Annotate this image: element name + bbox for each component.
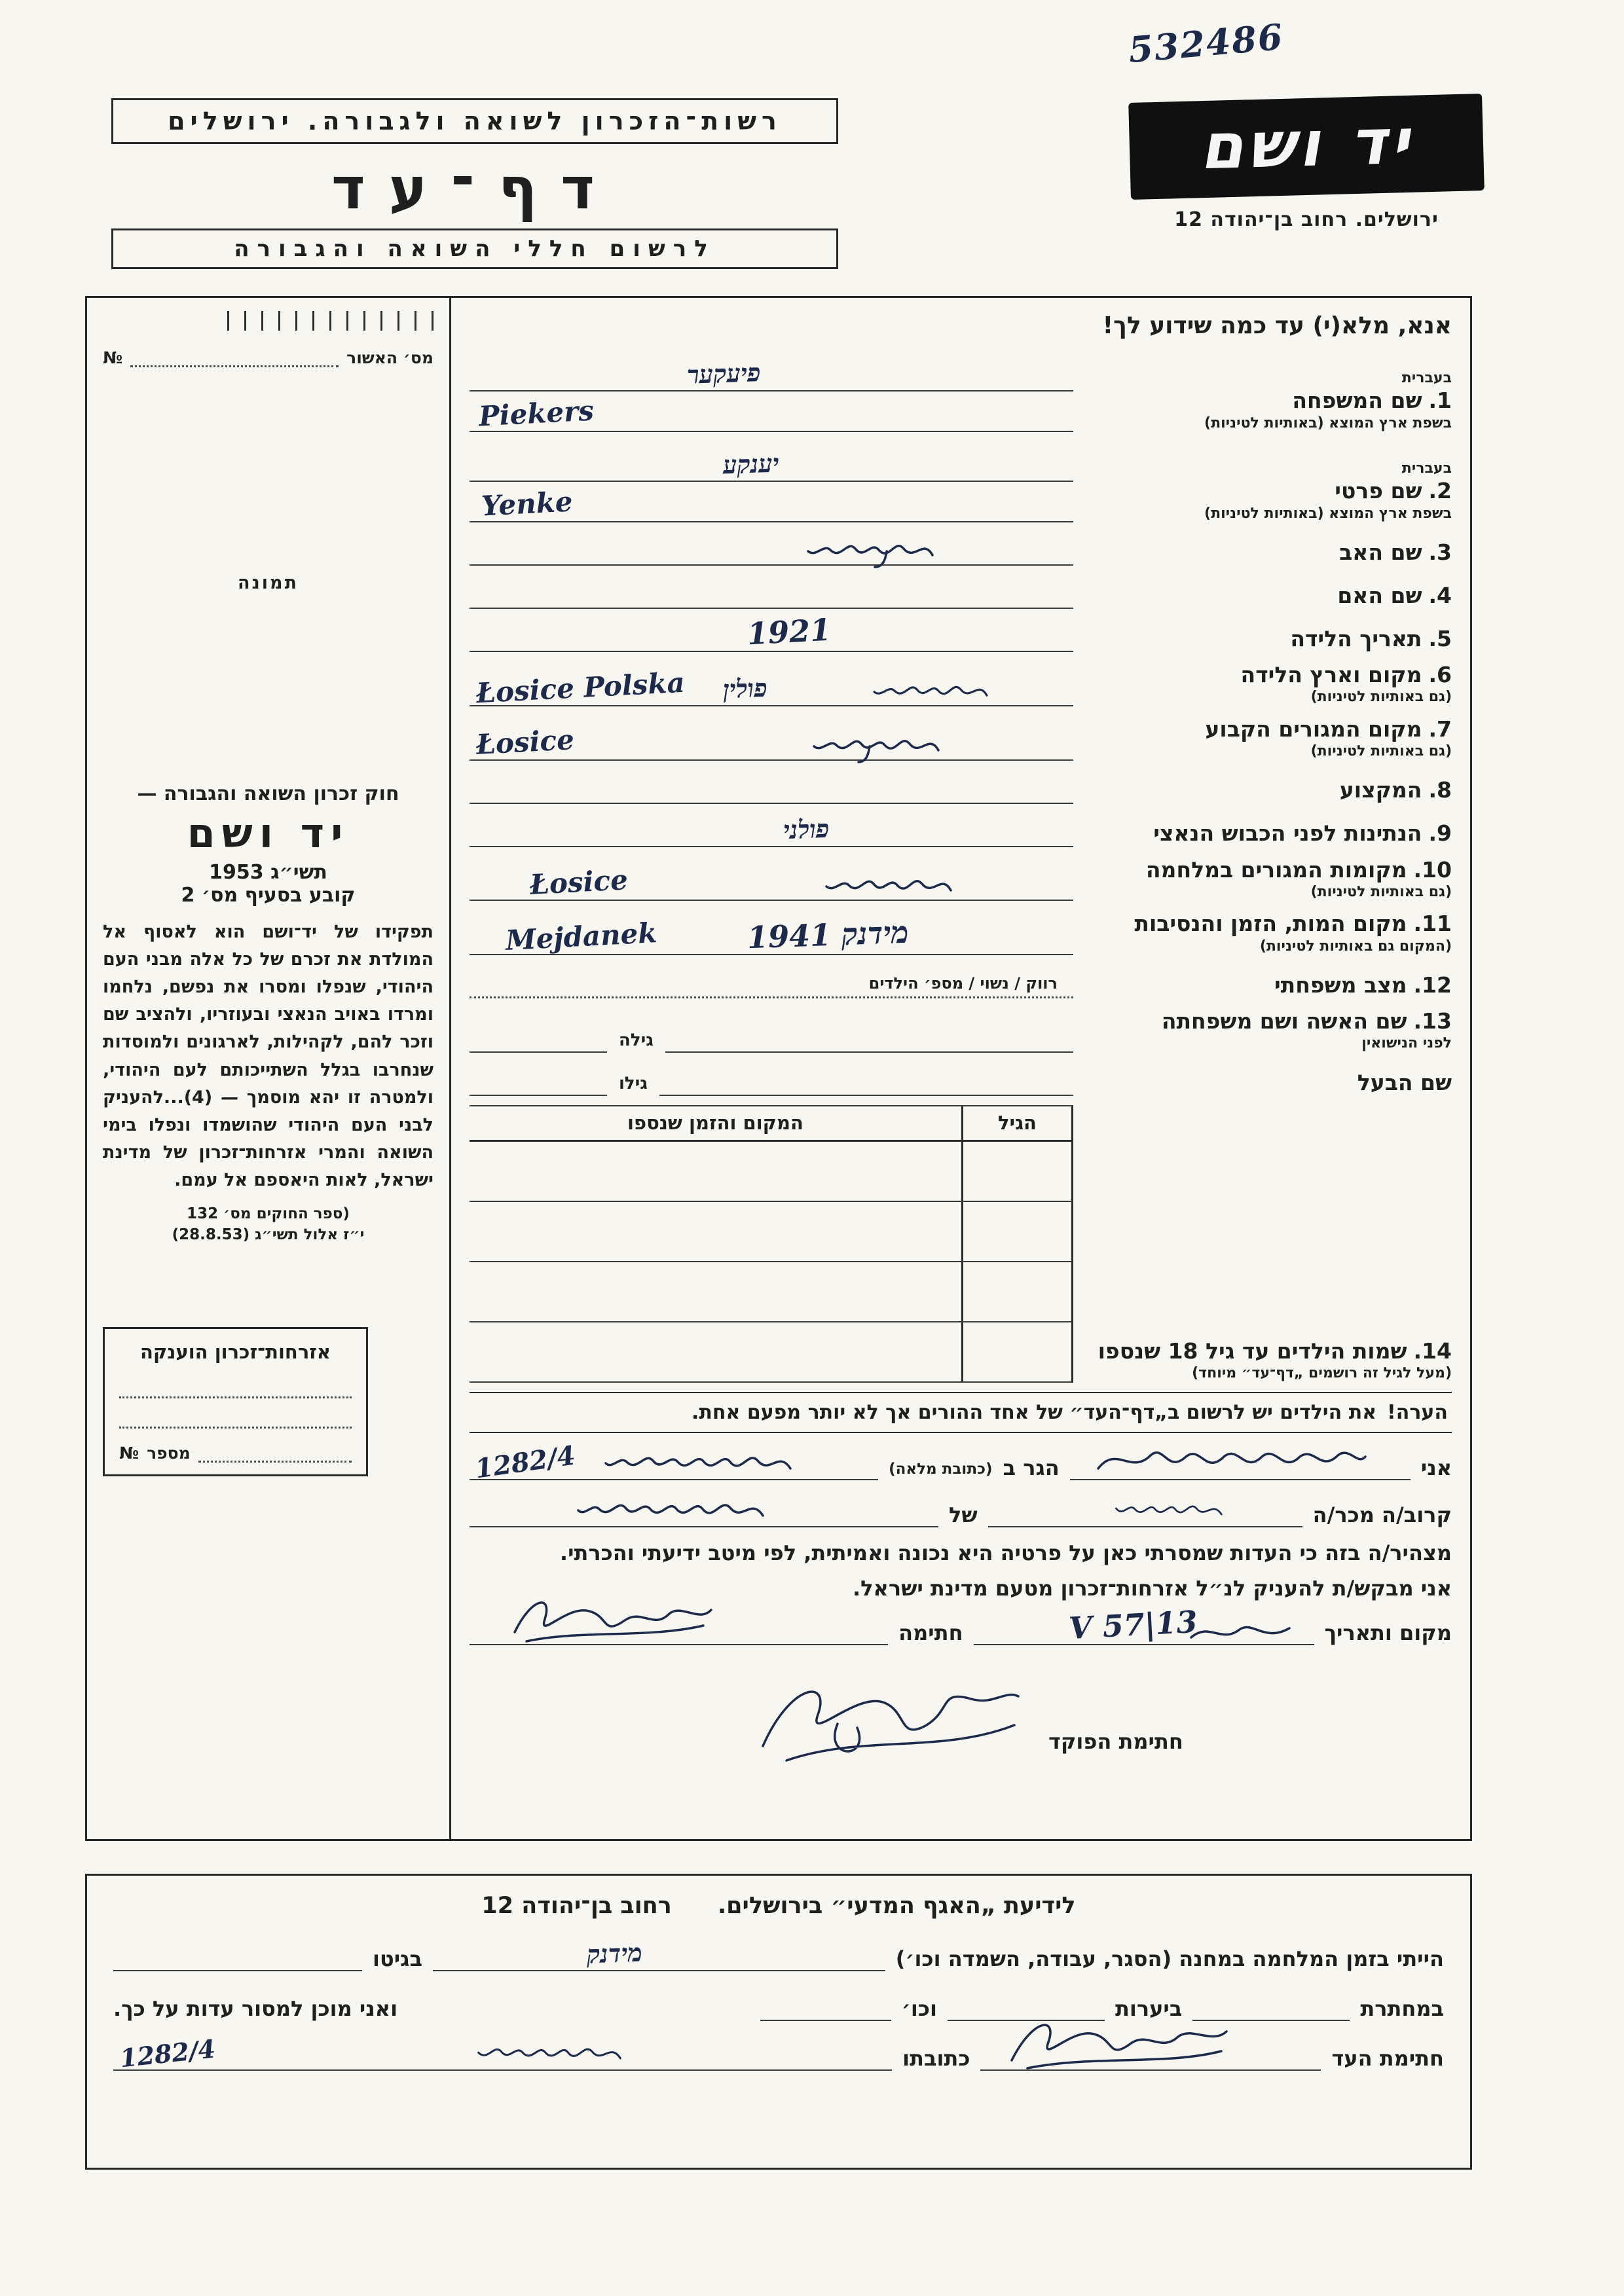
law-ref-line2: י״ז אלול תשי״ג (28.8.53) — [172, 1226, 365, 1244]
handwritten-scribble — [573, 1491, 769, 1530]
field-title: מקומות המגורים במלחמה — [1145, 856, 1407, 883]
handwritten-camp-name: מידנק — [586, 1937, 643, 1969]
field-subnote: (מעל לגיל זה רושמים „דף־עד״ מיוחד) — [1192, 1365, 1452, 1382]
place-cell — [470, 1262, 961, 1321]
permanent-residence-line — [470, 723, 1073, 761]
label-full-address: (כתובת מלאה) — [889, 1460, 993, 1478]
field-family-name — [470, 351, 1452, 432]
field-number: 9. — [1428, 820, 1452, 847]
law-reference — [103, 1203, 434, 1245]
children-table-row — [470, 1262, 1071, 1322]
handwritten-scribble — [600, 1444, 797, 1483]
field-label-block — [1085, 716, 1452, 761]
field-label-block — [1085, 661, 1452, 706]
label-latin: בשפת ארץ המוצא (באותיות לטיניות) — [1204, 505, 1452, 522]
age-cell — [961, 1202, 1071, 1261]
field-label-block — [1085, 539, 1452, 566]
label-residing: הגר ב — [1003, 1455, 1060, 1480]
field-place-of-death — [470, 910, 1452, 955]
field-label-block — [1085, 910, 1452, 955]
handwritten-house-number: 1282/4 — [119, 2033, 217, 2073]
age-cell — [961, 1262, 1071, 1321]
serial-number-handwritten: 532486 — [1126, 15, 1285, 71]
field-wife-name — [470, 1008, 1452, 1053]
field-number: 14. — [1413, 1338, 1452, 1364]
place-cell — [470, 1142, 961, 1201]
handwritten-scribble — [456, 2034, 626, 2073]
marital-status-options: רווק / נשוי / מספ׳ הילדים — [868, 974, 1058, 993]
yad-vashem-stamp-group — [1130, 98, 1483, 231]
main-form-box — [85, 296, 1472, 1841]
label-of: של — [949, 1502, 978, 1527]
field-number: 12. — [1413, 972, 1452, 998]
also-latin-note: (גם באותיות לטיניות) — [1310, 883, 1452, 900]
first-name-hebrew-line — [470, 441, 1073, 482]
handwritten-birth-year: 1921 — [746, 611, 832, 652]
field-title: שם המשפחה — [1292, 388, 1422, 414]
field-number: 4. — [1428, 582, 1452, 608]
handwritten-death-place-hebrew: מידנק 1941 — [747, 914, 910, 956]
birth-place-line — [470, 666, 1073, 710]
declarant-name-line — [1070, 1446, 1411, 1480]
field-husband-name — [470, 1062, 1452, 1096]
witness-signature-line — [980, 2038, 1321, 2071]
field-number: 13. — [1413, 1008, 1452, 1034]
official-signature-scribble — [745, 1664, 1026, 1768]
law-yad-vashem: יד ושם — [187, 809, 350, 857]
official-signature-row — [470, 1658, 1452, 1768]
bottom-title-address: רחוב בן־יהודה 12 — [481, 1893, 672, 1919]
field-birth-date — [470, 611, 1452, 652]
field-number: 11. — [1413, 911, 1452, 937]
field-wartime-residences — [470, 856, 1452, 902]
field-birth-place — [470, 661, 1452, 710]
answer-lines — [470, 441, 1073, 522]
fields-column — [451, 298, 1470, 1839]
field-title: תאריך הלידה — [1290, 625, 1422, 651]
field-label-block — [1085, 625, 1452, 652]
declarant-signature-scribble — [503, 1585, 719, 1650]
approval-label: מס׳ האשור — [346, 348, 434, 367]
granted-dotted-line — [119, 1368, 352, 1398]
field-label-block — [1085, 972, 1452, 998]
children-note — [470, 1392, 1452, 1433]
handwritten-scribble — [1185, 1615, 1296, 1648]
place-of-death-line — [470, 914, 1073, 957]
field-number: 5. — [1428, 625, 1452, 651]
label-i: אני — [1420, 1455, 1452, 1480]
label-hebrew: בעברית — [1401, 460, 1452, 477]
numero-sign: № — [119, 1444, 139, 1463]
field-title: מצב משפחתי — [1274, 972, 1407, 998]
field-father-name — [470, 532, 1452, 566]
family-name-latin-line — [470, 392, 1073, 432]
label-relative: קרוב/ה מכר/ה — [1312, 1502, 1452, 1527]
declaration-relation-row — [470, 1493, 1452, 1527]
bottom-title: לידיעת „האגף המדעי״ בירושלים. — [717, 1893, 1076, 1919]
field-first-name — [470, 441, 1452, 522]
field-title: מקום וארץ הלידה — [1240, 662, 1422, 687]
photo-area — [103, 383, 434, 782]
witness-signature-row — [113, 2033, 1444, 2073]
field-title: שם הבעל — [1357, 1069, 1452, 1095]
declarant-signature-line — [470, 1611, 888, 1645]
field-number: 1. — [1428, 388, 1452, 414]
ghetto-line — [113, 1939, 362, 1971]
ghetto-label: בגיטו — [373, 1946, 422, 1971]
header-address: ירושלים. רחוב בן־יהודה 12 — [1174, 208, 1439, 231]
family-name-hebrew-line — [470, 351, 1073, 392]
field-marital-status — [470, 964, 1452, 998]
handwritten-death-place-latin: Mejdanek — [505, 916, 658, 957]
handwritten-first-name-hebrew: יענקע — [722, 448, 780, 480]
camp-row — [113, 1939, 1444, 1971]
approval-dotted-line — [130, 348, 339, 367]
law-year: תשי״ג 1953 — [209, 861, 327, 884]
scientific-department-section — [85, 1874, 1472, 2170]
field-profession — [470, 770, 1452, 804]
field-title: שם פרטי — [1335, 478, 1422, 504]
granted-number-dotted-line — [198, 1432, 352, 1463]
perforation-marks — [215, 311, 434, 331]
field-title: הנתינות לפני הכבוש הנאצי — [1153, 820, 1422, 847]
victim-name-line — [470, 1493, 938, 1527]
granted-number-label: מספר — [147, 1444, 191, 1463]
handwritten-scribble — [807, 727, 945, 763]
page-header — [111, 98, 1483, 269]
field-mother-name — [470, 575, 1452, 609]
underground-row — [113, 1988, 1444, 2021]
age-cell — [961, 1142, 1071, 1201]
field-label-block — [1085, 441, 1452, 522]
her-age-line — [470, 1019, 607, 1053]
authority-line: רשות־הזכרון לשואה ולגבורה. ירושלים — [111, 98, 838, 144]
husband-name-line — [659, 1062, 1073, 1096]
handwritten-citizenship: פולני — [783, 813, 830, 845]
granted-title: אזרחות־זכרון הוענקה — [139, 1341, 331, 1364]
etc-line — [760, 1988, 891, 2021]
law-text: תפקידו של יד־ושם הוא לאסוף אל המולדת את זכרם של כל אלה מבני העם היהודי, שנפלו ומסרו את נפשם, נלחמו ומרדו באויב הנאצי ובעוזריו, ולהציב שם וזכר להם, לקהילות, לארגונים ולמוסדות שנחרבו בגלל השתייכותם לעם היהודי, ולמטרה זו יהא מוסמך — (4)...להעניק לבני העם היהודי שהושמדו ונפלו בימי השואה והמרי אזרחות־זכרון של מדינת ישראל, לאות היאספם אל עמם. — [103, 922, 434, 1190]
place-date-line — [974, 1603, 1314, 1646]
also-latin-note: (גם באותיות לטיניות) — [1310, 743, 1452, 759]
her-age-label: גילה — [619, 1030, 654, 1050]
label-place-date: מקום ותאריך — [1324, 1620, 1452, 1645]
handwritten-birth-place-latin: Łosice Polska — [475, 666, 686, 710]
field-label-block — [1085, 1069, 1452, 1096]
law-clause: קובע בסעיף מס׳ 2 — [181, 884, 356, 907]
witness-signature-scribble — [1001, 2005, 1237, 2077]
relation-line — [988, 1493, 1302, 1527]
declaration-statement: מצהיר/ה בזה כי העדות שמסרתי כאן על פרטיה היא נכונה ואמיתית, לפי מיטב ידיעתי והכרתי. — [559, 1540, 1452, 1565]
wife-name-line — [665, 1019, 1073, 1053]
children-table-header — [470, 1106, 1071, 1142]
handwritten-scribble — [820, 867, 957, 903]
handwritten-residence-latin: Łosice — [475, 723, 575, 761]
law-ref-line1: (ספר החוקים מס׳ 132 — [187, 1205, 350, 1223]
his-age-label: גילו — [619, 1073, 648, 1093]
handwritten-scribble — [868, 672, 993, 709]
fill-instruction: אנא, מלא(י) עד כמה שידוע לך! — [1102, 312, 1452, 339]
law-heading: חוק זכרון השואה והגבורה — — [137, 782, 399, 805]
yad-vashem-logo: יד ושם — [1128, 94, 1485, 200]
handwritten-wartime-residence-latin: Łosice — [529, 864, 629, 902]
handwritten-first-name-latin: Yenke — [480, 485, 574, 522]
field-number: 10. — [1413, 856, 1452, 883]
field-title: המקצוע — [1339, 777, 1422, 803]
column-place-time: המקום והזמן שנספו — [627, 1112, 803, 1135]
field-title: מקום המות, הזמן והנסיבות — [1134, 911, 1407, 937]
label-signature: חתימה — [898, 1620, 963, 1645]
his-age-line — [470, 1062, 607, 1096]
official-signature-label: חתימת הפוקד — [1048, 1728, 1183, 1754]
field-number: 3. — [1428, 539, 1452, 565]
field-title: מקום המגורים הקבוע — [1205, 716, 1422, 742]
sidebar-column — [87, 298, 451, 1839]
witness-address-line — [113, 2033, 892, 2073]
approval-number-row — [103, 348, 434, 367]
bottom-title-row — [113, 1893, 1444, 1919]
form-title: דף־עד — [331, 155, 618, 222]
handwritten-birth-country-hebrew: פולין — [722, 672, 768, 704]
handwritten-scribble — [802, 532, 939, 568]
memorial-citizenship-granted-box — [103, 1327, 368, 1476]
handwritten-date: 13|V 57 — [1067, 1603, 1198, 1646]
declarant-address-line — [470, 1440, 878, 1485]
field-number: 8. — [1428, 777, 1452, 803]
place-cell — [470, 1322, 961, 1381]
declaration-signature-row — [470, 1603, 1452, 1646]
also-latin-note: (גם באותיות לטיניות) — [1310, 689, 1452, 706]
underground-label: במחתרת — [1360, 1996, 1444, 2021]
handwritten-scribble — [1076, 1491, 1227, 1530]
marital-status-line — [470, 964, 1073, 998]
field-label-block — [1085, 856, 1452, 902]
age-cell — [961, 1322, 1071, 1381]
also-latin-note: (המקום גם באותיות לטיניות) — [1259, 938, 1452, 955]
camp-label: הייתי בזמן המלחמה במחנה (הסגר, עבודה, השמדה וכו׳) — [895, 1946, 1444, 1971]
declaration-request: אני מבקש/ת להעניק לנ״ל אזרחות־זכרון מטעם מדינת ישראל. — [853, 1575, 1452, 1601]
field-children — [470, 1105, 1452, 1383]
father-name-line — [470, 532, 1073, 566]
handwritten-family-name-latin: Piekers — [477, 394, 595, 433]
children-table — [470, 1105, 1073, 1383]
children-table-row — [470, 1202, 1071, 1262]
label-latin: בשפת ארץ המוצא (באותיות לטיניות) — [1204, 414, 1452, 431]
law-heading-block — [103, 782, 434, 919]
declaration-identity-row — [470, 1440, 1452, 1485]
wartime-residences-line — [470, 864, 1073, 902]
field-label-block — [1085, 582, 1452, 609]
field-label-block — [1085, 776, 1452, 803]
photo-label: תמונה — [237, 572, 299, 593]
title-group — [111, 98, 838, 269]
handwritten-house-number: 1282/4 — [473, 1440, 578, 1485]
witness-address-label: כתובתו — [902, 2046, 970, 2071]
field-title: שם האב — [1339, 539, 1422, 565]
mother-name-line — [470, 575, 1073, 609]
answer-lines — [470, 351, 1073, 432]
note-text: את הילדים יש לרשום ב„דף־העד״ של אחד ההורים אך לא יותר מפעם אחת. — [692, 1400, 1377, 1424]
column-age: הגיל — [961, 1106, 1071, 1140]
field-title: שמות הילדים עד גיל 18 שנספו — [1098, 1338, 1407, 1364]
camp-line — [433, 1939, 885, 1971]
forests-label: ביערות — [1115, 1996, 1183, 2021]
granted-number-row — [119, 1432, 352, 1463]
first-name-latin-line — [470, 482, 1073, 522]
field-title-line2: לפני הנישואין — [1361, 1035, 1452, 1052]
children-table-row — [470, 1142, 1071, 1202]
handwritten-family-name-hebrew: פיעקער — [686, 357, 762, 390]
form-subtitle: לרשום חללי השואה והגבורה — [111, 228, 838, 269]
field-number: 2. — [1428, 478, 1452, 504]
field-citizenship — [470, 813, 1452, 847]
etc-label: וכו׳ — [901, 1996, 937, 2021]
field-label-block — [1085, 1008, 1452, 1053]
birth-date-line — [470, 611, 1073, 652]
place-cell — [470, 1202, 961, 1261]
field-number: 6. — [1428, 662, 1452, 687]
field-number: 7. — [1428, 716, 1452, 742]
handwritten-declarant-name — [1090, 1437, 1372, 1483]
granted-dotted-line — [119, 1398, 352, 1429]
profession-line — [470, 770, 1073, 804]
numero-sign: № — [103, 348, 123, 367]
note-head: הערה! — [1387, 1400, 1448, 1424]
field-label-block — [1085, 351, 1452, 432]
children-table-row — [470, 1322, 1071, 1383]
field-permanent-residence — [470, 716, 1452, 761]
willing-to-testify: ואני מוכן למסור עדות על כך. — [113, 1996, 398, 2021]
witness-signature-label: חתימת העד — [1331, 2046, 1444, 2071]
label-hebrew: בעברית — [1401, 369, 1452, 386]
field-title: שם האשה ושם משפחתה — [1161, 1008, 1407, 1034]
citizenship-line — [470, 813, 1073, 847]
field-label-block — [1085, 820, 1452, 847]
field-title: שם האם — [1337, 582, 1422, 608]
field-label-block — [1085, 1338, 1452, 1383]
